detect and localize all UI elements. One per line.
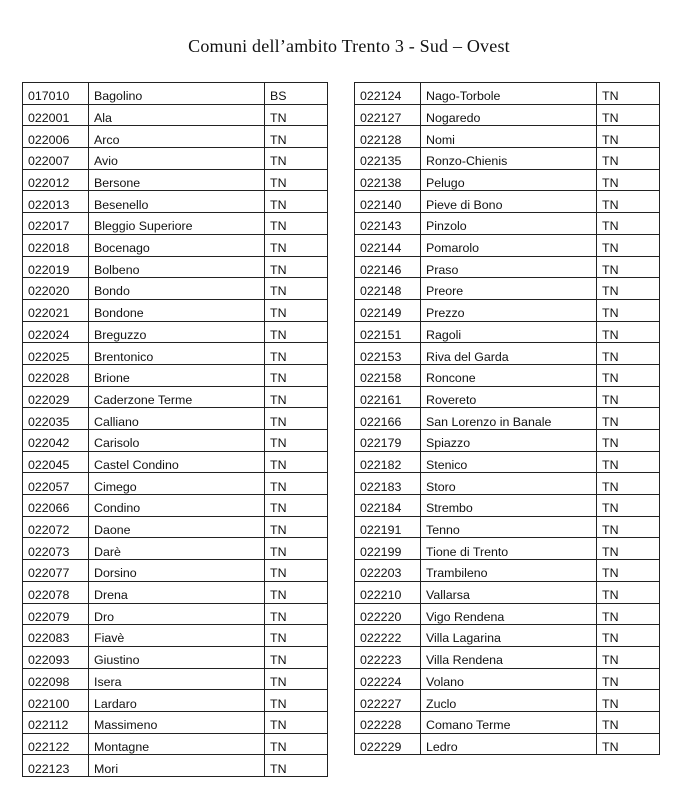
province-cell: TN [597, 299, 660, 321]
province-cell: TN [265, 256, 328, 278]
table-row [23, 603, 328, 625]
istat-code-cell: 022122 [23, 733, 89, 755]
province-cell: TN [265, 104, 328, 126]
table-row [355, 234, 660, 256]
istat-code-cell: 022028 [23, 364, 89, 386]
istat-code-cell: 022017 [23, 213, 89, 235]
istat-code-cell: 022018 [23, 234, 89, 256]
istat-code-cell: 022012 [23, 169, 89, 191]
istat-code-cell: 022093 [23, 646, 89, 668]
province-cell: TN [265, 408, 328, 430]
municipality-name-cell: Cimego [89, 473, 265, 495]
table-row [23, 625, 328, 647]
municipality-name-cell: Nogaredo [421, 104, 597, 126]
province-cell: TN [597, 169, 660, 191]
table-row [355, 560, 660, 582]
province-cell: TN [597, 278, 660, 300]
istat-code-cell: 022222 [355, 625, 421, 647]
province-cell: TN [265, 191, 328, 213]
table-row [355, 733, 660, 755]
istat-code-cell: 022019 [23, 256, 89, 278]
province-cell: TN [265, 473, 328, 495]
table-row [355, 126, 660, 148]
table-row [355, 213, 660, 235]
municipality-name-cell: Breguzzo [89, 321, 265, 343]
table-row [23, 755, 328, 777]
province-cell: TN [597, 625, 660, 647]
table-row [23, 321, 328, 343]
municipality-name-cell: Bolbeno [89, 256, 265, 278]
table-row [23, 581, 328, 603]
province-cell: TN [597, 581, 660, 603]
istat-code-cell: 022123 [23, 755, 89, 777]
municipality-name-cell: Comano Terme [421, 711, 597, 733]
istat-code-cell: 022199 [355, 538, 421, 560]
municipality-name-cell: Bagolino [89, 83, 265, 105]
municipality-name-cell: Castel Condino [89, 451, 265, 473]
province-cell: TN [597, 690, 660, 712]
municipality-name-cell: Bleggio Superiore [89, 213, 265, 235]
province-cell: TN [265, 169, 328, 191]
istat-code-cell: 022191 [355, 516, 421, 538]
table-row [23, 278, 328, 300]
istat-code-cell: 022220 [355, 603, 421, 625]
istat-code-cell: 022135 [355, 148, 421, 170]
istat-code-cell: 022079 [23, 603, 89, 625]
table-row [355, 83, 660, 105]
province-cell: TN [597, 495, 660, 517]
municipality-name-cell: Ledro [421, 733, 597, 755]
istat-code-cell: 022128 [355, 126, 421, 148]
table-row [355, 646, 660, 668]
istat-code-cell: 022057 [23, 473, 89, 495]
table-row [355, 364, 660, 386]
istat-code-cell: 022072 [23, 516, 89, 538]
municipality-name-cell: Villa Lagarina [421, 625, 597, 647]
municipality-name-cell: Caderzone Terme [89, 386, 265, 408]
municipality-name-cell: Vallarsa [421, 581, 597, 603]
istat-code-cell: 022179 [355, 430, 421, 452]
province-cell: TN [265, 733, 328, 755]
istat-code-cell: 022013 [23, 191, 89, 213]
table-row [23, 83, 328, 105]
table-row [355, 473, 660, 495]
municipality-name-cell: Pinzolo [421, 213, 597, 235]
table-row [355, 581, 660, 603]
municipality-name-cell: Brentonico [89, 343, 265, 365]
province-cell: TN [597, 83, 660, 105]
municipality-name-cell: Nago-Torbole [421, 83, 597, 105]
istat-code-cell: 022078 [23, 581, 89, 603]
table-row [23, 495, 328, 517]
municipality-name-cell: Vigo Rendena [421, 603, 597, 625]
municipality-name-cell: Condino [89, 495, 265, 517]
province-cell: TN [265, 603, 328, 625]
province-cell: TN [597, 538, 660, 560]
province-cell: TN [597, 126, 660, 148]
province-cell: TN [597, 386, 660, 408]
table-row [355, 538, 660, 560]
table-row [355, 668, 660, 690]
municipality-name-cell: Bocenago [89, 234, 265, 256]
municipality-name-cell: Bondone [89, 299, 265, 321]
table-row [355, 104, 660, 126]
istat-code-cell: 022045 [23, 451, 89, 473]
municipality-name-cell: Mori [89, 755, 265, 777]
province-cell: TN [597, 364, 660, 386]
table-row [355, 386, 660, 408]
table-row [355, 299, 660, 321]
province-cell: TN [597, 191, 660, 213]
istat-code-cell: 022035 [23, 408, 89, 430]
table-row [355, 516, 660, 538]
table-row [23, 430, 328, 452]
municipality-name-cell: Storo [421, 473, 597, 495]
province-cell: TN [265, 668, 328, 690]
municipality-name-cell: Giustino [89, 646, 265, 668]
table-row [23, 104, 328, 126]
municipality-name-cell: Prezzo [421, 299, 597, 321]
table-row [23, 538, 328, 560]
municipality-name-cell: Riva del Garda [421, 343, 597, 365]
istat-code-cell: 022183 [355, 473, 421, 495]
municipality-name-cell: Pomarolo [421, 234, 597, 256]
province-cell: TN [265, 386, 328, 408]
municipality-name-cell: Zuclo [421, 690, 597, 712]
municipality-name-cell: Pieve di Bono [421, 191, 597, 213]
municipality-name-cell: Nomi [421, 126, 597, 148]
istat-code-cell: 022182 [355, 451, 421, 473]
istat-code-cell: 022073 [23, 538, 89, 560]
province-cell: TN [265, 581, 328, 603]
municipality-name-cell: Dorsino [89, 560, 265, 582]
province-cell: TN [597, 711, 660, 733]
municipality-name-cell: Bondo [89, 278, 265, 300]
province-cell: TN [265, 538, 328, 560]
istat-code-cell: 022025 [23, 343, 89, 365]
province-cell: TN [265, 321, 328, 343]
table-row [23, 408, 328, 430]
istat-code-cell: 022001 [23, 104, 89, 126]
province-cell: TN [265, 299, 328, 321]
istat-code-cell: 022146 [355, 256, 421, 278]
province-cell: TN [265, 148, 328, 170]
province-cell: TN [265, 430, 328, 452]
municipalities-table-left [22, 82, 328, 777]
municipality-name-cell: San Lorenzo in Banale [421, 408, 597, 430]
istat-code-cell: 022210 [355, 581, 421, 603]
istat-code-cell: 022144 [355, 234, 421, 256]
table-row [23, 711, 328, 733]
table-row [23, 733, 328, 755]
istat-code-cell: 022153 [355, 343, 421, 365]
table-row [355, 191, 660, 213]
table-row [355, 321, 660, 343]
municipality-name-cell: Villa Rendena [421, 646, 597, 668]
municipalities-table-right [354, 82, 660, 755]
istat-code-cell: 022148 [355, 278, 421, 300]
istat-code-cell: 022143 [355, 213, 421, 235]
table-row [355, 711, 660, 733]
istat-code-cell: 022029 [23, 386, 89, 408]
istat-code-cell: 022021 [23, 299, 89, 321]
province-cell: TN [597, 430, 660, 452]
table-row [23, 516, 328, 538]
istat-code-cell: 022229 [355, 733, 421, 755]
table-row [355, 169, 660, 191]
istat-code-cell: 022124 [355, 83, 421, 105]
municipality-name-cell: Brione [89, 364, 265, 386]
table-row [23, 343, 328, 365]
province-cell: TN [265, 755, 328, 777]
istat-code-cell: 022020 [23, 278, 89, 300]
province-cell: TN [265, 560, 328, 582]
municipality-name-cell: Preore [421, 278, 597, 300]
table-row [23, 386, 328, 408]
istat-code-cell: 022223 [355, 646, 421, 668]
municipality-name-cell: Strembo [421, 495, 597, 517]
municipality-name-cell: Lardaro [89, 690, 265, 712]
province-cell: TN [265, 343, 328, 365]
province-cell: TN [265, 126, 328, 148]
table-row [355, 343, 660, 365]
province-cell: TN [265, 234, 328, 256]
municipality-name-cell: Avio [89, 148, 265, 170]
municipality-name-cell: Arco [89, 126, 265, 148]
table-row [23, 126, 328, 148]
province-cell: TN [265, 495, 328, 517]
municipality-name-cell: Spiazzo [421, 430, 597, 452]
municipality-name-cell: Volano [421, 668, 597, 690]
table-row [23, 668, 328, 690]
province-cell: TN [597, 516, 660, 538]
table-row [355, 625, 660, 647]
province-cell: TN [265, 625, 328, 647]
municipality-name-cell: Calliano [89, 408, 265, 430]
table-row [355, 256, 660, 278]
table-row [23, 148, 328, 170]
municipality-name-cell: Fiavè [89, 625, 265, 647]
province-cell: TN [597, 603, 660, 625]
municipality-name-cell: Rovereto [421, 386, 597, 408]
province-cell: TN [597, 473, 660, 495]
province-cell: TN [597, 733, 660, 755]
istat-code-cell: 022227 [355, 690, 421, 712]
municipality-name-cell: Roncone [421, 364, 597, 386]
province-cell: TN [265, 516, 328, 538]
municipality-name-cell: Carisolo [89, 430, 265, 452]
municipality-name-cell: Bersone [89, 169, 265, 191]
municipality-name-cell: Tenno [421, 516, 597, 538]
istat-code-cell: 022161 [355, 386, 421, 408]
istat-code-cell: 022024 [23, 321, 89, 343]
province-cell: TN [597, 668, 660, 690]
municipality-name-cell: Pelugo [421, 169, 597, 191]
table-row [355, 408, 660, 430]
istat-code-cell: 022042 [23, 430, 89, 452]
municipality-name-cell: Darè [89, 538, 265, 560]
istat-code-cell: 022083 [23, 625, 89, 647]
istat-code-cell: 022184 [355, 495, 421, 517]
province-cell: TN [597, 560, 660, 582]
municipality-name-cell: Ragoli [421, 321, 597, 343]
table-row [23, 234, 328, 256]
table-row [355, 451, 660, 473]
municipality-name-cell: Praso [421, 256, 597, 278]
municipality-name-cell: Trambileno [421, 560, 597, 582]
table-row [23, 299, 328, 321]
province-cell: TN [597, 148, 660, 170]
table-row [23, 213, 328, 235]
istat-code-cell: 022066 [23, 495, 89, 517]
municipality-name-cell: Dro [89, 603, 265, 625]
table-row [355, 495, 660, 517]
municipality-name-cell: Tione di Trento [421, 538, 597, 560]
province-cell: TN [597, 234, 660, 256]
municipality-name-cell: Ronzo-Chienis [421, 148, 597, 170]
province-cell: TN [597, 104, 660, 126]
province-cell: TN [597, 321, 660, 343]
province-cell: TN [597, 213, 660, 235]
province-cell: TN [597, 256, 660, 278]
istat-code-cell: 022151 [355, 321, 421, 343]
istat-code-cell: 022138 [355, 169, 421, 191]
istat-code-cell: 022224 [355, 668, 421, 690]
municipality-name-cell: Besenello [89, 191, 265, 213]
table-row [355, 278, 660, 300]
table-row [355, 690, 660, 712]
table-row [355, 148, 660, 170]
istat-code-cell: 022158 [355, 364, 421, 386]
province-cell: TN [265, 646, 328, 668]
table-row [23, 646, 328, 668]
istat-code-cell: 017010 [23, 83, 89, 105]
istat-code-cell: 022100 [23, 690, 89, 712]
province-cell: BS [265, 83, 328, 105]
istat-code-cell: 022140 [355, 191, 421, 213]
municipality-name-cell: Drena [89, 581, 265, 603]
table-row [23, 473, 328, 495]
province-cell: TN [597, 408, 660, 430]
municipality-name-cell: Stenico [421, 451, 597, 473]
istat-code-cell: 022007 [23, 148, 89, 170]
table-row [355, 430, 660, 452]
table-row [23, 191, 328, 213]
province-cell: TN [265, 690, 328, 712]
table-row [23, 451, 328, 473]
province-cell: TN [265, 278, 328, 300]
page-title: Comuni dell’ambito Trento 3 - Sud – Ovest [188, 36, 510, 56]
istat-code-cell: 022228 [355, 711, 421, 733]
istat-code-cell: 022112 [23, 711, 89, 733]
province-cell: TN [265, 711, 328, 733]
municipality-name-cell: Isera [89, 668, 265, 690]
istat-code-cell: 022166 [355, 408, 421, 430]
province-cell: TN [597, 451, 660, 473]
municipality-name-cell: Montagne [89, 733, 265, 755]
province-cell: TN [597, 343, 660, 365]
table-row [355, 603, 660, 625]
table-row [23, 690, 328, 712]
istat-code-cell: 022077 [23, 560, 89, 582]
table-row [23, 364, 328, 386]
table-row [23, 169, 328, 191]
istat-code-cell: 022127 [355, 104, 421, 126]
istat-code-cell: 022149 [355, 299, 421, 321]
municipality-name-cell: Daone [89, 516, 265, 538]
istat-code-cell: 022203 [355, 560, 421, 582]
istat-code-cell: 022006 [23, 126, 89, 148]
table-row [23, 560, 328, 582]
table-row [23, 256, 328, 278]
province-cell: TN [265, 213, 328, 235]
municipality-name-cell: Massimeno [89, 711, 265, 733]
istat-code-cell: 022098 [23, 668, 89, 690]
province-cell: TN [597, 646, 660, 668]
municipality-name-cell: Ala [89, 104, 265, 126]
province-cell: TN [265, 451, 328, 473]
province-cell: TN [265, 364, 328, 386]
